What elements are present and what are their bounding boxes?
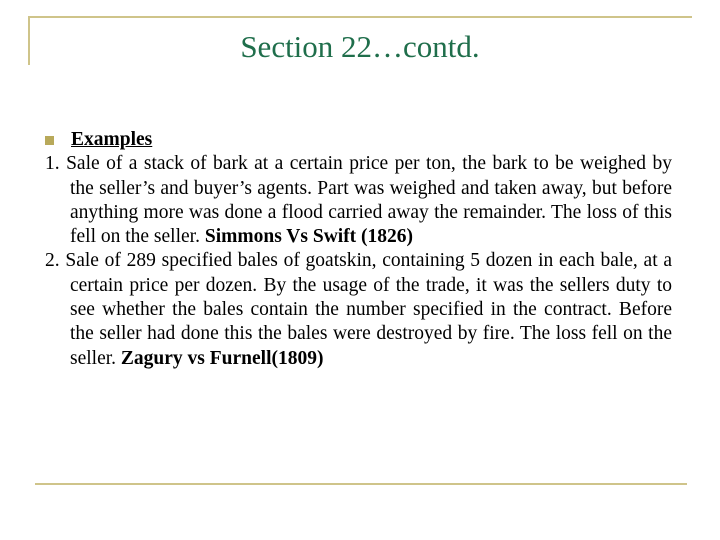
slide-title: Section 22…contd. (240, 29, 480, 64)
slide-body (45, 128, 672, 371)
square-bullet-icon (45, 136, 54, 145)
top-rule (28, 16, 692, 18)
case-citation: Zagury vs Furnell(1809) (120, 347, 324, 369)
item-text: Sale of 289 specified bales of goatskin, containing 5 dozen in each bale, at a certain price per dozen. By the usage of the trade, it was the sellers duty to see whether the bales contain the number specified in the contract. Before the seller had done this the bales were destroyed by fire. The loss fell on the seller. (65, 250, 673, 369)
list-item (45, 249, 672, 370)
item-number: 1. (45, 153, 60, 175)
list-item (45, 152, 672, 249)
bottom-rule (35, 483, 687, 485)
item-text: Sale of a stack of bark at a certain price per ton, the bark to be weighed by the seller’s and buyer’s agents. Part was weighed and taken away, but before anything more was done a flood carried away the remainder. The loss of this fell on the seller. (66, 153, 672, 248)
item-number: 2. (45, 250, 60, 272)
examples-line (45, 128, 672, 152)
case-citation: Simmons Vs Swift (1826) (204, 226, 414, 248)
examples-heading: Examples (71, 129, 153, 150)
